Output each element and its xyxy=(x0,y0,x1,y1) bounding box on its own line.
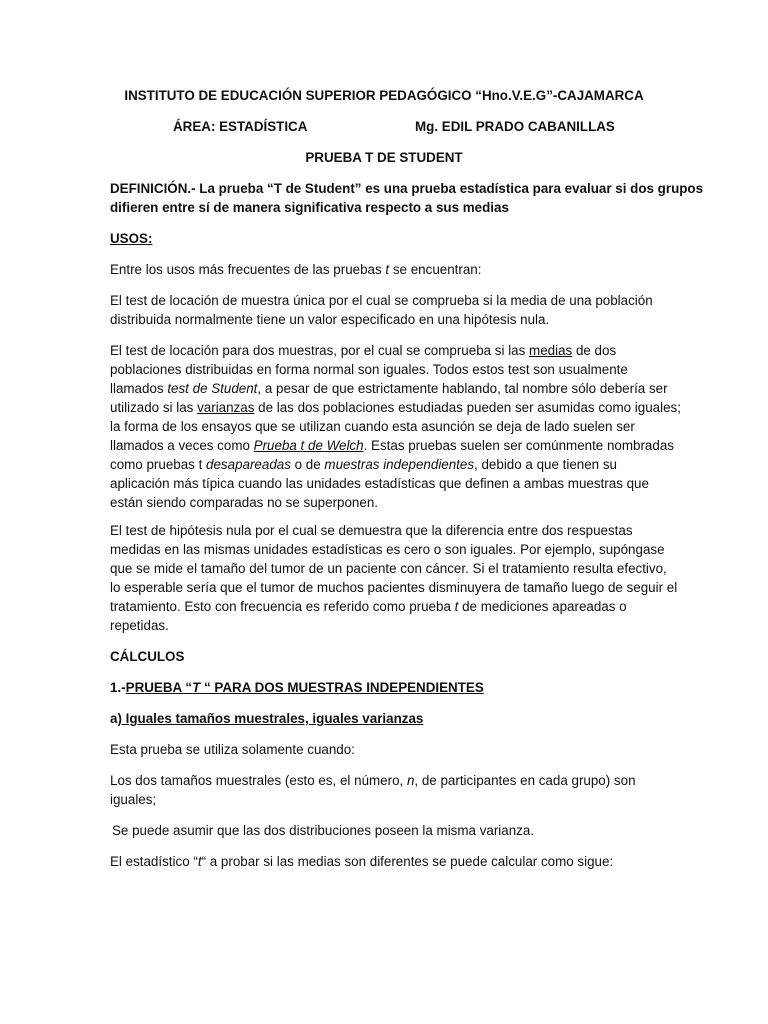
paragraph-2-line-7: como pruebas t desapareadas o de muestras independientes, debido a que tienen su xyxy=(110,457,617,472)
subsection-a-heading: a) Iguales tamaños muestrales, iguales varianzas xyxy=(110,711,424,726)
paragraph-2-line-2: poblaciones distribuidas en forma normal son iguales. Todos estos test son usualmente xyxy=(110,362,628,377)
paragraph-2-line-1: El test de locación para dos muestras, por el cual se comprueba si las medias de dos xyxy=(110,343,617,358)
condition-1-line-2: iguales; xyxy=(110,792,157,807)
usage-condition-intro: Esta prueba se utiliza solamente cuando: xyxy=(110,742,355,757)
definition-label: DEFINICIÓN.- xyxy=(110,181,196,196)
paragraph-2-line-5: la forma de los ensayos que se utilizan cuando esta asunción se deja de lado suelen ser xyxy=(110,419,635,434)
usos-heading: USOS: xyxy=(110,231,153,246)
paragraph-3-line-6: repetidas. xyxy=(110,618,169,633)
paragraph-2-line-9: están siendo comparadas no se superponen. xyxy=(110,495,378,510)
paragraph-2-line-3: llamados test de Student, a pesar de que estrictamente hablando, tal nombre sólo debería ser xyxy=(110,381,668,396)
paragraph-2-line-8: aplicación más típica cuando las unidades estadísticas que definen a ambas muestras que xyxy=(110,476,649,491)
paragraph-3-line-5: tratamiento. Esto con frecuencia es referido como prueba t de mediciones apareadas o xyxy=(110,599,627,614)
usos-intro: Entre los usos más frecuentes de las pruebas t se encuentran: xyxy=(110,262,482,277)
statistic-intro: El estadístico “t“ a probar si las medias son diferentes se puede calcular como sigue: xyxy=(110,854,614,869)
paragraph-3-line-3: que se mide el tamaño del tumor de un paciente con cáncer. Si el tratamiento resulta efectivo, xyxy=(110,561,667,576)
paragraph-1-line-1: El test de locación de muestra única por el cual se comprueba si la media de una población xyxy=(110,293,653,308)
paragraph-2-line-6: llamados a veces como Prueba t de Welch. Estas pruebas suelen ser comúnmente nombradas xyxy=(110,438,674,453)
medias-link[interactable]: medias xyxy=(529,343,573,358)
paragraph-3-line-4: lo esperable sería que el tumor de muchos pacientes disminuyera de tamaño luego de seguir el xyxy=(110,580,678,595)
paragraph-3-line-2: medidas en las mismas unidades estadísticas es cero o son iguales. Por ejemplo, supóngase xyxy=(110,542,665,557)
condition-1-line-1: Los dos tamaños muestrales (esto es, el número, n, de participantes en cada grupo) son xyxy=(110,773,636,788)
welch-link[interactable]: Prueba t de Welch xyxy=(253,438,364,453)
calculos-heading: CÁLCULOS xyxy=(110,649,185,664)
definition-line-1: DEFINICIÓN.- La prueba “T de Student” es una prueba estadística para evaluar si dos grupos xyxy=(110,181,704,196)
page-title: PRUEBA T DE STUDENT xyxy=(305,150,463,165)
paragraph-3-line-1: El test de hipótesis nula por el cual se demuestra que la diferencia entre dos respuestas xyxy=(110,523,633,538)
teacher-name: Mg. EDIL PRADO CABANILLAS xyxy=(415,119,615,134)
definition-line-2: difieren entre sí de manera significativa respecto a sus medias xyxy=(110,200,509,215)
section-1-heading: 1.-PRUEBA “T “ PARA DOS MUESTRAS INDEPENDIENTES xyxy=(110,680,484,695)
varianzas-link[interactable]: varianzas xyxy=(197,400,255,415)
condition-2: Se puede asumir que las dos distribuciones poseen la misma varianza. xyxy=(112,823,535,838)
area-label: ÁREA: ESTADÍSTICA xyxy=(173,119,308,134)
institute-heading: INSTITUTO DE EDUCACIÓN SUPERIOR PEDAGÓGICO “Hno.V.E.G”-CAJAMARCA xyxy=(124,88,644,103)
paragraph-2-line-4: utilizado si las varianzas de las dos poblaciones estudiadas pueden ser asumidas como iguales; xyxy=(110,400,681,415)
paragraph-1-line-2: distribuida normalmente tiene un valor especificado en una hipótesis nula. xyxy=(110,312,550,327)
